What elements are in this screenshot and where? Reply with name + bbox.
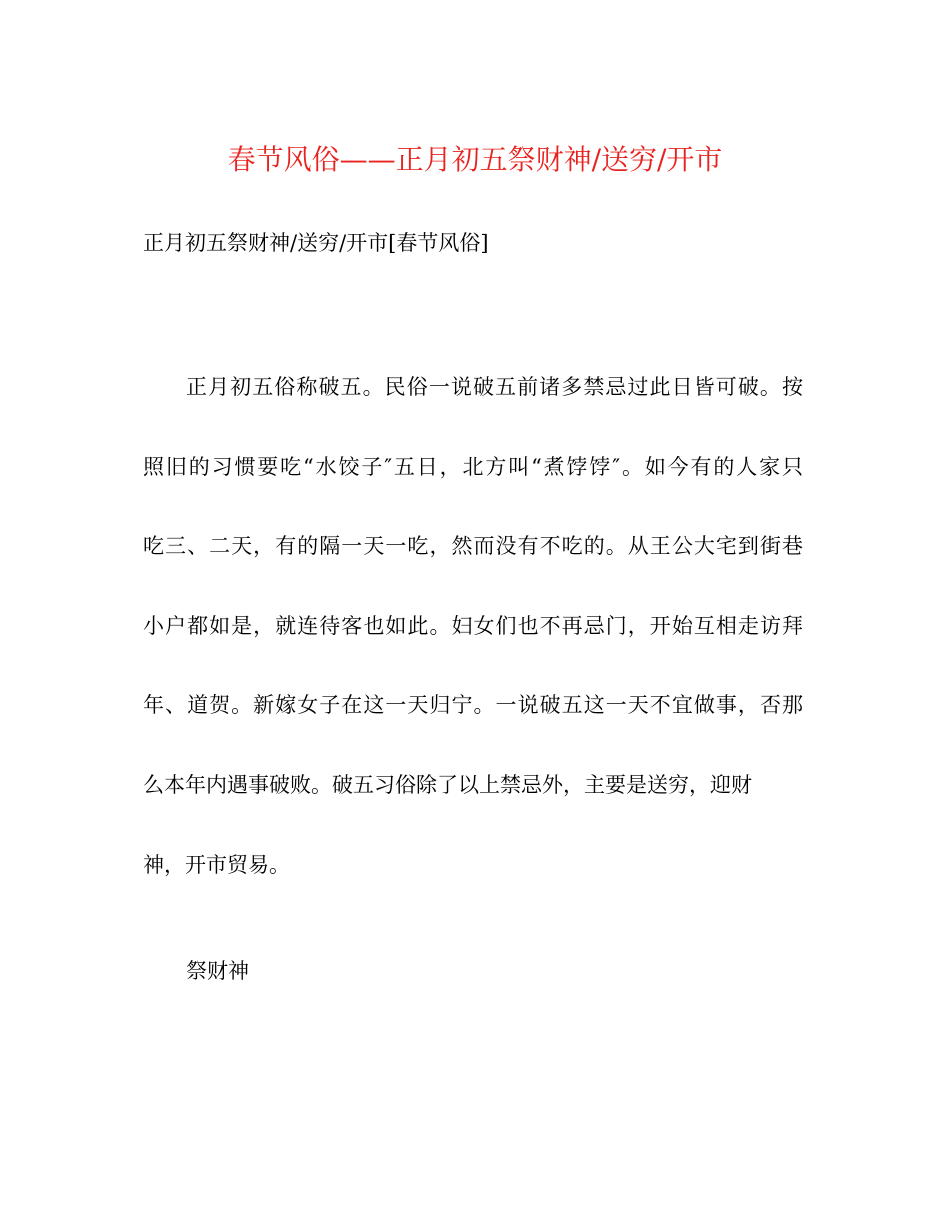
paragraph-line: 正月初五俗称破五。民俗一说破五前诸多禁忌过此日皆可破。按 [186, 375, 803, 399]
paragraph-line: 吃三、二天，有的隔一天一吃，然而没有不吃的。从王公大宅到街巷 [143, 534, 803, 559]
paragraph-line: 照旧的习惯要吃“水饺子″五日，北方叫“煮饽饽″。如今有的人家只 [143, 454, 803, 479]
document-title: 春节风俗——正月初五祭财神/送穷/开市 [227, 143, 723, 176]
paragraph-line: 么本年内遇事破败。破五习俗除了以上禁忌外，主要是送穷，迎财 [143, 772, 752, 797]
document-subtitle: 正月初五祭财神/送穷/开市[春节风俗] [143, 231, 489, 255]
paragraph-line: 神，开市贸易。 [143, 852, 290, 877]
paragraph-line: 年、道贺。新嫁女子在这一天归宁。一说破五这一天不宜做事，否那 [143, 693, 803, 718]
body-paragraph [143, 372, 803, 929]
section-heading: 祭财神 [186, 959, 249, 983]
paragraph-line: 小户都如是，就连待客也如此。妇女们也不再忌门，开始互相走访拜 [143, 613, 803, 638]
